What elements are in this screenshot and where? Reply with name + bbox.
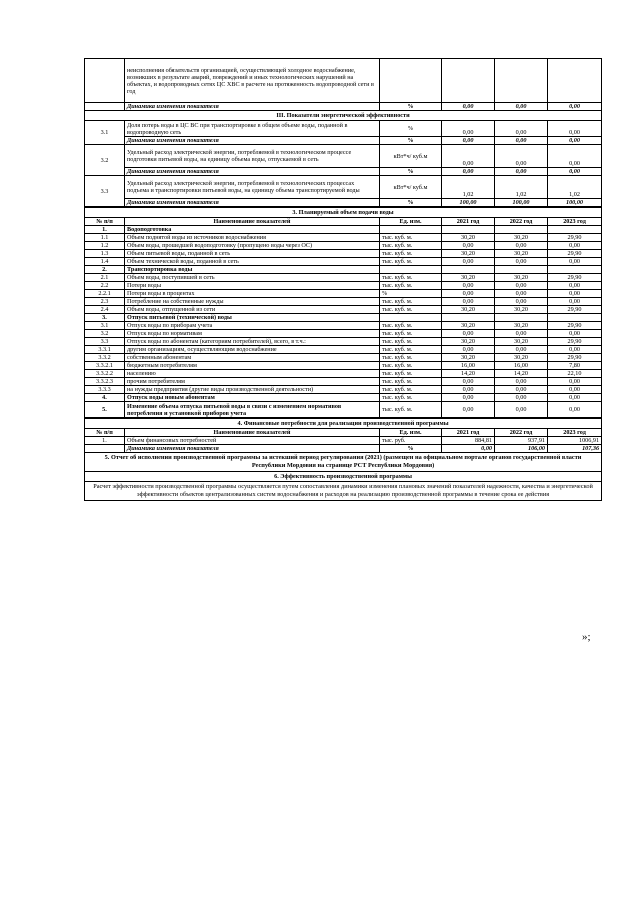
table-row bbox=[85, 111, 602, 121]
unit-cell: % bbox=[380, 121, 442, 137]
table-row bbox=[85, 378, 602, 386]
value-cell: 1006,91 bbox=[548, 437, 602, 445]
value-cell: 0,00 bbox=[442, 445, 495, 453]
value-cell: 0,00 bbox=[548, 330, 602, 338]
table-row bbox=[85, 472, 602, 482]
unit-cell: тыс. куб. м. bbox=[380, 370, 442, 378]
unit-cell: тыс. куб. м. bbox=[380, 242, 442, 250]
unit-cell: тыс. куб. м. bbox=[380, 234, 442, 242]
value-cell: 30,20 bbox=[442, 250, 495, 258]
unit-cell: кВт*ч/ куб.м bbox=[380, 145, 442, 168]
table-row bbox=[85, 234, 602, 242]
value-cell: 30,20 bbox=[442, 338, 495, 346]
unit-cell: тыс. куб. м. bbox=[380, 282, 442, 290]
value-cell: 0,00 bbox=[548, 298, 602, 306]
value-cell: 30,20 bbox=[495, 338, 548, 346]
header-year: 2021 год bbox=[442, 218, 495, 226]
table-row bbox=[85, 290, 602, 298]
value-cell bbox=[442, 314, 495, 322]
table-caption-row bbox=[85, 419, 602, 429]
value-cell: 0,00 bbox=[548, 145, 602, 168]
table-row bbox=[85, 121, 602, 137]
value-cell: 30,20 bbox=[442, 234, 495, 242]
value-cell: 0,00 bbox=[442, 330, 495, 338]
value-cell bbox=[495, 266, 548, 274]
indicator-name: Отпуск воды по нормативам bbox=[125, 330, 380, 338]
indicator-name: собственным абонентам bbox=[125, 354, 380, 362]
table-row bbox=[85, 453, 602, 472]
table-row bbox=[85, 314, 602, 322]
value-cell: 0,00 bbox=[548, 282, 602, 290]
row-number: 2.2.1 bbox=[85, 290, 125, 298]
value-cell: 0,00 bbox=[548, 242, 602, 250]
value-cell: 0,00 bbox=[548, 121, 602, 137]
indicator-name: Объем воды, отпущенной из сети bbox=[125, 306, 380, 314]
table-row bbox=[85, 322, 602, 330]
value-cell: 0,00 bbox=[548, 137, 602, 145]
table-row bbox=[85, 137, 602, 145]
row-number: 3.3.2.1 bbox=[85, 362, 125, 370]
value-cell: 14,20 bbox=[442, 370, 495, 378]
value-cell: 0,00 bbox=[495, 394, 548, 402]
indicator-name: Отпуск воды по абонентам (категориям потребителей), всего, в т.ч.: bbox=[125, 338, 380, 346]
dynamics-label: Динамика изменения показателя bbox=[125, 199, 380, 207]
dynamics-label: Динамика изменения показателя bbox=[125, 445, 380, 453]
row-number: 3.3.3 bbox=[85, 386, 125, 394]
value-cell: 0,00 bbox=[495, 137, 548, 145]
value-cell: 22,10 bbox=[548, 370, 602, 378]
indicator-name: бюджетным потребителям bbox=[125, 362, 380, 370]
table-row bbox=[85, 394, 602, 402]
indicator-name: Доля потерь воды в ЦС ВС при транспортировке в общем объеме воды, поданной в водопроводную сеть bbox=[125, 121, 380, 137]
table-row bbox=[85, 306, 602, 314]
table-row bbox=[85, 370, 602, 378]
row-number: 2.2 bbox=[85, 282, 125, 290]
value-cell: 16,00 bbox=[495, 362, 548, 370]
table-row bbox=[85, 298, 602, 306]
row-number: 1.1 bbox=[85, 234, 125, 242]
table-row bbox=[85, 103, 602, 111]
header-year: 2023 год bbox=[548, 218, 602, 226]
dynamics-label: Динамика изменения показателя bbox=[125, 103, 380, 111]
unit-cell: тыс. куб. м. bbox=[380, 322, 442, 330]
value-cell: 30,20 bbox=[442, 306, 495, 314]
indicator-name: Отпуск питьевой (технической) воды bbox=[125, 314, 380, 322]
value-cell: 30,20 bbox=[495, 250, 548, 258]
row-number: 1.3 bbox=[85, 250, 125, 258]
indicator-name: Отпуск воды по приборам учета bbox=[125, 322, 380, 330]
value-cell: 29,90 bbox=[548, 338, 602, 346]
value-cell: 0,00 bbox=[548, 168, 602, 176]
header-name: Наименование показателей bbox=[125, 218, 380, 226]
value-cell: 29,90 bbox=[548, 234, 602, 242]
value-cell: 0,00 bbox=[495, 402, 548, 418]
row-number: 5. bbox=[85, 402, 125, 418]
value-cell: 0,00 bbox=[548, 346, 602, 354]
header-year: 2023 год bbox=[548, 429, 602, 437]
value-cell: 0,00 bbox=[442, 386, 495, 394]
value-cell: 884,81 bbox=[442, 437, 495, 445]
indicator-name: Водоподготовка bbox=[125, 226, 380, 234]
indicator-name: прочим потребителям bbox=[125, 378, 380, 386]
indicator-name: Объем поднятой воды из источников водоснабжения bbox=[125, 234, 380, 242]
value-cell: 0,00 bbox=[442, 121, 495, 137]
value-cell bbox=[495, 314, 548, 322]
row-number: 3.3.2.2 bbox=[85, 370, 125, 378]
header-unit: Ед. изм. bbox=[380, 218, 442, 226]
table-caption: 3. Планируемый объем подачи воды bbox=[85, 208, 602, 218]
value-cell bbox=[548, 266, 602, 274]
indicators-table bbox=[84, 58, 602, 207]
row-number: 1.4 bbox=[85, 258, 125, 266]
row-number: 3.3 bbox=[85, 338, 125, 346]
unit-cell: тыс. куб. м. bbox=[380, 338, 442, 346]
table-header-row bbox=[85, 429, 602, 437]
indicator-name: Объем питьевой воды, поданной в сеть bbox=[125, 250, 380, 258]
value-cell bbox=[442, 226, 495, 234]
table-row bbox=[85, 362, 602, 370]
value-cell: 0,00 bbox=[442, 402, 495, 418]
unit-cell: тыс. куб. м. bbox=[380, 298, 442, 306]
row-number: 3.2 bbox=[85, 145, 125, 176]
value-cell: 30,20 bbox=[442, 322, 495, 330]
value-cell: 937,91 bbox=[495, 437, 548, 445]
value-cell: 0,00 bbox=[442, 290, 495, 298]
unit-cell bbox=[380, 314, 442, 322]
value-cell: 0,00 bbox=[495, 346, 548, 354]
unit-cell: тыс. руб. bbox=[380, 437, 442, 445]
value-cell: 14,20 bbox=[495, 370, 548, 378]
unit-cell bbox=[380, 266, 442, 274]
value-cell: 0,00 bbox=[548, 103, 602, 111]
header-year: 2022 год bbox=[495, 429, 548, 437]
table-row bbox=[85, 199, 602, 207]
unit-cell: тыс. куб. м. bbox=[380, 274, 442, 282]
unit-cell: тыс. куб. м. bbox=[380, 330, 442, 338]
table-row bbox=[85, 346, 602, 354]
value-cell: 0,00 bbox=[495, 290, 548, 298]
row-number: 3.3.1 bbox=[85, 346, 125, 354]
value-cell: 0,00 bbox=[495, 330, 548, 338]
value-cell bbox=[495, 226, 548, 234]
indicator-name: Объем финансовых потребностей bbox=[125, 437, 380, 445]
value-cell: 0,00 bbox=[548, 258, 602, 266]
indicator-name: Удельный расход электрической энергии, потребляемой в технологических процессах подъема и транспортировки питьевой воды, на единицу объема транспортируемой воды bbox=[125, 176, 380, 199]
value-cell: 0,00 bbox=[548, 290, 602, 298]
table-row bbox=[85, 482, 602, 501]
closing-quote: »; bbox=[582, 631, 591, 643]
indicator-name: Потребление на собственные нужды bbox=[125, 298, 380, 306]
value-cell: 29,90 bbox=[548, 354, 602, 362]
section-text: Расчет эффективности производственной программы осуществляется путем сопоставления динамики изменения плановых значений показателей надежности, качества и энергетической эффективности объектов централизованных систем водоснабжения и расходов на реализацию производственной программы в течение срока ее действия bbox=[85, 482, 602, 501]
value-cell: 0,00 bbox=[495, 258, 548, 266]
table-row bbox=[85, 258, 602, 266]
row-number: 4. bbox=[85, 394, 125, 402]
header-year: 2022 год bbox=[495, 218, 548, 226]
table-row bbox=[85, 386, 602, 394]
unit-cell: % bbox=[380, 445, 442, 453]
indicator-name: Объем воды, прошедшей водоподготовку (пропущено воды через ОС) bbox=[125, 242, 380, 250]
value-cell: 1,02 bbox=[442, 176, 495, 199]
value-cell: 0,00 bbox=[495, 145, 548, 168]
header-num: № п/п bbox=[85, 218, 125, 226]
value-cell: 1,02 bbox=[548, 176, 602, 199]
water-volume-table bbox=[84, 207, 602, 418]
unit-cell: тыс. куб. м. bbox=[380, 354, 442, 362]
value-cell: 1,02 bbox=[495, 176, 548, 199]
value-cell: 29,90 bbox=[548, 274, 602, 282]
header-name: Наименование показателей bbox=[125, 429, 380, 437]
value-cell: 0,00 bbox=[495, 298, 548, 306]
unit-cell: тыс. куб. м. bbox=[380, 394, 442, 402]
table-row bbox=[85, 250, 602, 258]
value-cell: 0,00 bbox=[442, 103, 495, 111]
row-number: 2.1 bbox=[85, 274, 125, 282]
value-cell: 29,90 bbox=[548, 322, 602, 330]
value-cell: 0,00 bbox=[495, 378, 548, 386]
value-cell: 30,20 bbox=[495, 274, 548, 282]
value-cell: 0,00 bbox=[442, 282, 495, 290]
table-row bbox=[85, 354, 602, 362]
row-number: 2. bbox=[85, 266, 125, 274]
header-year: 2021 год bbox=[442, 429, 495, 437]
indicator-name: другим организациям, осуществляющим водоснабжение bbox=[125, 346, 380, 354]
table-row bbox=[85, 274, 602, 282]
table-row bbox=[85, 59, 602, 103]
value-cell: 0,00 bbox=[442, 258, 495, 266]
table-row bbox=[85, 338, 602, 346]
dynamics-label: Динамика изменения показателя bbox=[125, 137, 380, 145]
indicator-name: Потери воды в процентах bbox=[125, 290, 380, 298]
table-row bbox=[85, 145, 602, 168]
unit-cell: тыс. куб. м. bbox=[380, 362, 442, 370]
value-cell: 30,20 bbox=[495, 354, 548, 362]
indicator-name: Изменение объема отпуска питьевой воды в связи с изменением нормативов потребления и установкой приборов учета bbox=[125, 402, 380, 418]
indicator-name: неисполнения обязательств организацией, осуществляющей холодное водоснабжение, возникших в результате аварий, повреждений и иных технологических нарушений на объектах, и водопроводных сетях ЦС ХВС в расчете на протяженность водопроводной сети в год bbox=[125, 59, 380, 103]
table-row bbox=[85, 168, 602, 176]
section-heading: 5. Отчет об исполнении производственной программы за истекший период регулирования (2021) (размещен на официальном портале органов государственной власти Республики Мордовия на странице РСТ Республики Мордовия) bbox=[85, 453, 602, 472]
value-cell: 0,00 bbox=[548, 386, 602, 394]
row-number: 3.1 bbox=[85, 121, 125, 145]
row-number: 1. bbox=[85, 226, 125, 234]
unit-cell: тыс. куб. м. bbox=[380, 346, 442, 354]
value-cell bbox=[548, 314, 602, 322]
value-cell: 107,36 bbox=[548, 445, 602, 453]
row-number: 3.2 bbox=[85, 330, 125, 338]
value-cell: 0,00 bbox=[495, 168, 548, 176]
value-cell: 100,00 bbox=[495, 199, 548, 207]
table-row bbox=[85, 402, 602, 418]
value-cell: 0,00 bbox=[495, 121, 548, 137]
unit-cell bbox=[380, 226, 442, 234]
water-volume-body bbox=[85, 208, 602, 418]
value-cell: 30,20 bbox=[495, 306, 548, 314]
value-cell: 100,00 bbox=[442, 199, 495, 207]
unit-cell: тыс. куб. м. bbox=[380, 250, 442, 258]
row-number: 3.1 bbox=[85, 322, 125, 330]
value-cell: 0,00 bbox=[442, 378, 495, 386]
indicator-name: Объем технической воды, поданной в сеть bbox=[125, 258, 380, 266]
indicator-name: на нужды предприятия (другие виды производственной деятельности) bbox=[125, 386, 380, 394]
value-cell: 30,20 bbox=[495, 322, 548, 330]
table-caption: 4. Финансовые потребности для реализации производственной программы bbox=[85, 419, 602, 429]
value-cell: 30,20 bbox=[442, 354, 495, 362]
row-number: 3.3.2.3 bbox=[85, 378, 125, 386]
value-cell: 0,00 bbox=[442, 137, 495, 145]
row-number: 3.3 bbox=[85, 176, 125, 207]
table-row bbox=[85, 226, 602, 234]
unit-cell: % bbox=[380, 103, 442, 111]
indicator-name: Транспортировка воды bbox=[125, 266, 380, 274]
value-cell: 0,00 bbox=[548, 394, 602, 402]
value-cell: 0,00 bbox=[442, 242, 495, 250]
unit-cell: тыс. куб. м. bbox=[380, 402, 442, 418]
row-number: 3.3.2 bbox=[85, 354, 125, 362]
row-number: 1. bbox=[85, 437, 125, 445]
header-num: № п/п bbox=[85, 429, 125, 437]
indicator-name: Отпуск воды новым абонентам bbox=[125, 394, 380, 402]
row-number: 2.3 bbox=[85, 298, 125, 306]
dynamics-label: Динамика изменения показателя bbox=[125, 168, 380, 176]
table-row bbox=[85, 445, 602, 453]
value-cell bbox=[548, 226, 602, 234]
finance-table bbox=[84, 418, 602, 501]
indicator-name: населению bbox=[125, 370, 380, 378]
value-cell: 100,00 bbox=[548, 199, 602, 207]
header-unit: Ед. изм. bbox=[380, 429, 442, 437]
value-cell: 0,00 bbox=[495, 242, 548, 250]
value-cell bbox=[442, 266, 495, 274]
row-number: 2.4 bbox=[85, 306, 125, 314]
table-header-row bbox=[85, 218, 602, 226]
value-cell: 0,00 bbox=[495, 386, 548, 394]
unit-cell: кВт*ч/ куб.м bbox=[380, 176, 442, 199]
value-cell: 16,00 bbox=[442, 362, 495, 370]
indicators-body bbox=[85, 59, 602, 207]
value-cell: 0,00 bbox=[442, 394, 495, 402]
unit-cell: % bbox=[380, 290, 442, 298]
value-cell: 0,00 bbox=[442, 298, 495, 306]
value-cell: 0,00 bbox=[442, 168, 495, 176]
table-row bbox=[85, 242, 602, 250]
value-cell: 7,80 bbox=[548, 362, 602, 370]
value-cell: 0,00 bbox=[495, 103, 548, 111]
unit-cell: тыс. куб. м. bbox=[380, 306, 442, 314]
section-heading: 6. Эффективность производственной программы bbox=[85, 472, 602, 482]
value-cell: 0,00 bbox=[548, 402, 602, 418]
value-cell: 0,00 bbox=[548, 378, 602, 386]
section-heading: III. Показатели энергетической эффективности bbox=[85, 111, 602, 121]
value-cell: 106,00 bbox=[495, 445, 548, 453]
unit-cell: % bbox=[380, 199, 442, 207]
unit-cell: % bbox=[380, 168, 442, 176]
value-cell: 0,00 bbox=[442, 145, 495, 168]
table-row bbox=[85, 282, 602, 290]
row-number: 1.2 bbox=[85, 242, 125, 250]
value-cell: 0,00 bbox=[495, 282, 548, 290]
unit-cell: % bbox=[380, 137, 442, 145]
finance-body bbox=[85, 419, 602, 501]
value-cell: 0,00 bbox=[442, 346, 495, 354]
table-row bbox=[85, 437, 602, 445]
table-row bbox=[85, 176, 602, 199]
unit-cell: тыс. куб. м. bbox=[380, 258, 442, 266]
unit-cell: тыс. куб. м. bbox=[380, 386, 442, 394]
value-cell: 30,20 bbox=[495, 234, 548, 242]
value-cell: 29,90 bbox=[548, 250, 602, 258]
indicator-name: Потери воды bbox=[125, 282, 380, 290]
indicator-name: Объем воды, поступившей в сеть bbox=[125, 274, 380, 282]
table-row bbox=[85, 330, 602, 338]
table-row bbox=[85, 266, 602, 274]
table-caption-row bbox=[85, 208, 602, 218]
document-sheet bbox=[84, 58, 601, 501]
value-cell: 29,90 bbox=[548, 306, 602, 314]
unit-cell: тыс. куб. м. bbox=[380, 378, 442, 386]
row-number: 3. bbox=[85, 314, 125, 322]
value-cell: 30,20 bbox=[442, 274, 495, 282]
indicator-name: Удельный расход электрической энергии, потребляемой в технологическом процессе подготовки питьевой воды, на единицу объема воды, отпускаемой в сеть bbox=[125, 145, 380, 168]
